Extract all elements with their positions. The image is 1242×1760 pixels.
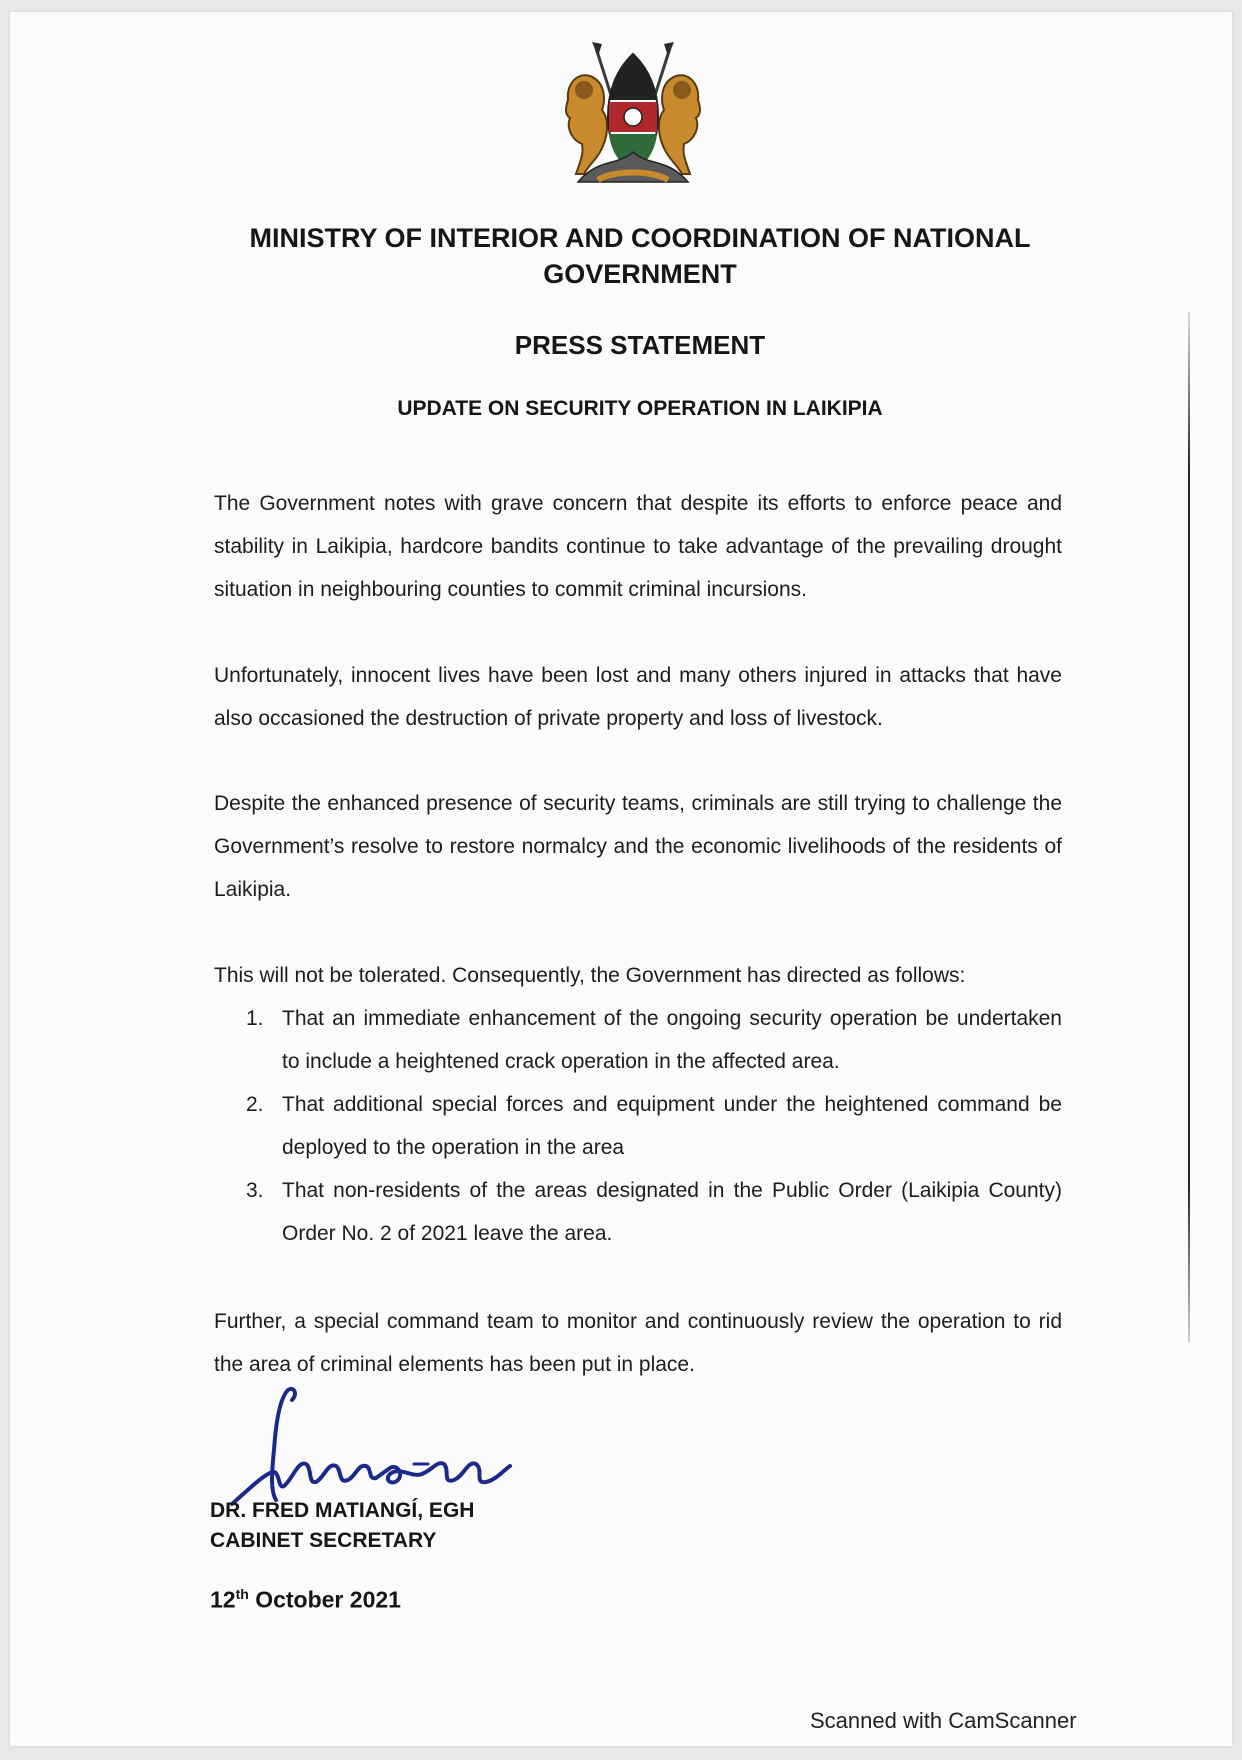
- list-item-number: 1.: [246, 1007, 264, 1030]
- date-day: 12: [210, 1586, 236, 1613]
- signatory-name: DR. FRED MATIANGÍ, EGH: [210, 1499, 475, 1522]
- statement-subject: UPDATE ON SECURITY OPERATION IN LAIKIPIA: [397, 397, 883, 420]
- scan-edge-shadow: [1188, 312, 1190, 1342]
- body-paragraph: Despite the enhanced presence of security teams, criminals are still trying to challenge the Government’s resolve to restore normalcy and the economic livelihoods of the residents of Laikipia.: [214, 792, 1062, 901]
- date-month-year: October 2021: [255, 1586, 401, 1613]
- list-item: [246, 1169, 1062, 1255]
- scanned-page: [10, 12, 1232, 1746]
- handwritten-signature: [228, 1380, 528, 1508]
- directives-intro: This will not be tolerated. Consequently, the Government has directed as follows:: [214, 964, 966, 987]
- list-item-text: That an immediate enhancement of the ongoing security operation be undertaken to include a heightened crack operation in the affected area.: [282, 1007, 1062, 1073]
- statement-date: [210, 1586, 401, 1614]
- list-item-text: That additional special forces and equipment under the heightened command be deployed to the operation in the area: [282, 1093, 1062, 1159]
- document-type: PRESS STATEMENT: [514, 330, 766, 360]
- list-item: [246, 997, 1062, 1083]
- kenya-coat-of-arms-icon: [558, 40, 708, 194]
- signatory-block: [210, 1496, 474, 1556]
- signatory-title: CABINET SECRETARY: [210, 1529, 437, 1552]
- directives-list: [246, 997, 1062, 1255]
- body-paragraph: The Government notes with grave concern that despite its efforts to enforce peace and stability in Laikipia, hardcore bandits continue to take advantage of the prevailing drought situation in neighbouring counties to commit criminal incursions.: [214, 492, 1062, 601]
- scanner-watermark: Scanned with CamScanner: [810, 1708, 1077, 1733]
- body-paragraph: Unfortunately, innocent lives have been lost and many others injured in attacks that have also occasioned the destruction of private property and loss of livestock.: [214, 664, 1062, 730]
- closing-paragraph: Further, a special command team to monitor and continuously review the operation to rid the area of criminal elements has been put in place.: [214, 1310, 1062, 1376]
- ministry-title: MINISTRY OF INTERIOR AND COORDINATION OF NATIONAL GOVERNMENT: [249, 223, 1031, 289]
- list-item-text: That non-residents of the areas designated in the Public Order (Laikipia County) Order No. 2 of 2021 leave the area.: [282, 1179, 1062, 1245]
- list-item: [246, 1083, 1062, 1169]
- list-item-number: 3.: [246, 1179, 264, 1202]
- list-item-number: 2.: [246, 1093, 264, 1116]
- date-ordinal-suffix: th: [235, 1586, 249, 1602]
